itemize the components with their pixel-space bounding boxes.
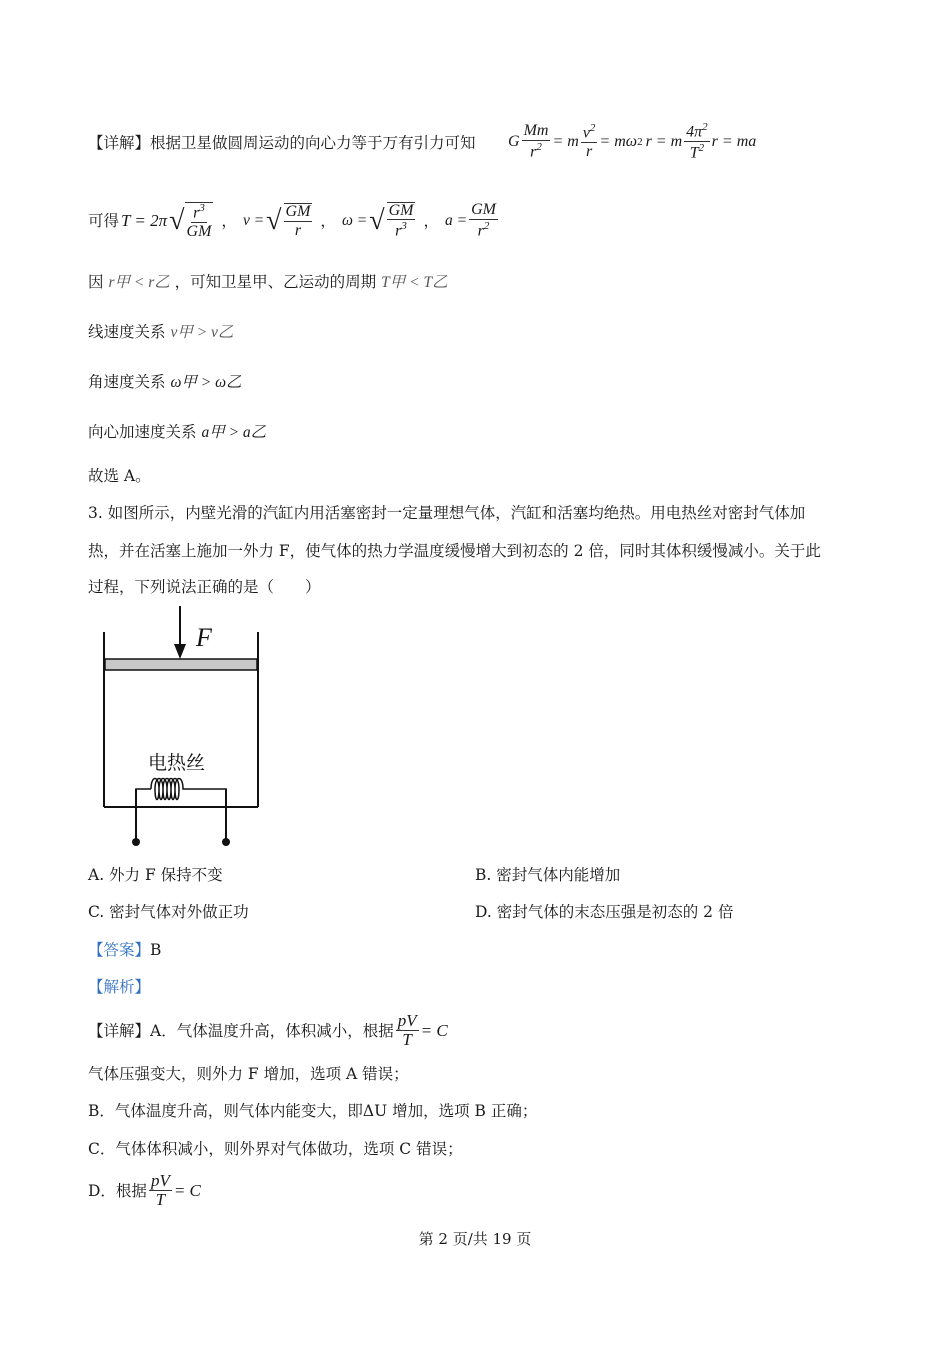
page-footer: 第 2 页/共 19 页: [418, 1230, 532, 1248]
pv2-den: T: [155, 1190, 166, 1210]
frac-pV-T: [396, 1012, 419, 1050]
w-num: GM: [388, 201, 414, 219]
pv-num: pV: [397, 1011, 417, 1031]
solution-line-d: [88, 1168, 201, 1214]
option-b[interactable]: B. 密封气体内能增加: [475, 866, 621, 884]
sup-2: 2: [637, 136, 643, 149]
frac-GM-r: [284, 203, 313, 239]
analysis-label: 【解析】: [88, 978, 151, 996]
question-line-3: 过程，下列说法正确的是（ ）: [88, 578, 321, 596]
option-c[interactable]: C. 密封气体对外做正功: [88, 903, 249, 921]
heater-coil: [136, 779, 226, 800]
den-r: r: [395, 222, 402, 240]
derive-prefix: 可得: [88, 212, 120, 230]
sup-2: 2: [698, 142, 705, 155]
because-prefix: 因: [88, 273, 104, 291]
accel-expr: a甲 > a乙: [201, 424, 267, 441]
because-expr: r甲 < r乙: [108, 274, 170, 291]
solution-d-label: D．根据: [88, 1182, 147, 1200]
frac-num-4pi: [684, 122, 710, 142]
den-r: r: [530, 143, 537, 161]
solution-line-c: C．气体体积减小，则外界对气体做功，选项 C 错误；: [88, 1140, 463, 1158]
frac-den-T: [688, 142, 706, 162]
solution-line-a: [88, 1008, 448, 1054]
option-a[interactable]: A. 外力 F 保持不变: [88, 866, 223, 884]
question-line-1: 3. 如图所示，内壁光滑的汽缸内用活塞密封一定量理想气体，汽缸和活塞均绝热。用电热丝对密封气体加: [88, 504, 806, 522]
v-num: GM: [285, 202, 311, 220]
frac-GM-r2: [469, 202, 498, 240]
sup-3: 3: [401, 220, 407, 233]
sep-1: ，: [221, 212, 237, 230]
pv-eq: = C: [420, 1021, 448, 1040]
linear-label: 线速度关系: [88, 323, 166, 341]
frac-v2-r: [581, 123, 598, 161]
terminal-right: [222, 838, 230, 846]
angular-expr: ω甲 > ω乙: [170, 374, 242, 391]
T-num: [191, 203, 207, 223]
pv-den: T: [402, 1030, 412, 1050]
force-label: F: [196, 623, 212, 652]
frac-pV-T-2: [149, 1172, 172, 1210]
accel-line: [88, 422, 266, 443]
a-num: GM: [471, 201, 496, 219]
frac-Mm-r2: [522, 123, 551, 161]
sqrt-icon: √: [169, 205, 185, 236]
w-lhs: ω =: [341, 212, 368, 229]
sup-2: 2: [483, 219, 490, 232]
sup-2: 2: [536, 140, 542, 153]
terminal-left: [132, 838, 140, 846]
sep-2: ，: [320, 212, 336, 230]
because-tail: T甲 < T乙: [381, 274, 448, 291]
frac-r3-GM: [185, 202, 214, 241]
linear-expr: v甲 > v乙: [170, 324, 234, 341]
pv2-eq: = C: [173, 1181, 201, 1200]
heater-label: 电热丝: [148, 752, 206, 774]
frac-GM-r3: [387, 202, 416, 241]
choose-line: 故选 A。: [88, 467, 151, 485]
frac-4pi2-T2: [684, 122, 710, 162]
sup-3: 3: [199, 201, 205, 214]
frac-num-v: [581, 123, 598, 143]
sqrt-icon: √: [369, 205, 385, 236]
linear-line: [88, 322, 233, 343]
angular-label: 角速度关系: [88, 373, 166, 391]
option-d[interactable]: D. 密封气体的末态压强是初态的 2 倍: [475, 903, 734, 921]
detail-label: 【详解】根据卫星做圆周运动的向心力等于万有引力可知: [88, 134, 476, 152]
num-v: v: [582, 124, 590, 142]
angular-line: [88, 372, 242, 393]
gravity-formula: [508, 122, 756, 162]
answer-label: 【答案】: [88, 941, 151, 959]
answer-value: B: [150, 941, 162, 959]
eq-r-m: r = m: [645, 133, 683, 151]
answer-line: [88, 940, 161, 960]
solution-line-a2: 气体压强变大，则外力 F 增加，选项 A 错误；: [88, 1065, 409, 1083]
frac-den: [528, 141, 544, 161]
sep-3: ，: [423, 212, 439, 230]
cylinder-figure: [96, 604, 268, 850]
solution-detail-label: 【详解】A．气体温度升高，体积减小，根据: [88, 1022, 394, 1040]
T-den: GM: [186, 222, 212, 240]
T-lhs: T = 2π: [121, 211, 168, 230]
w-den: [393, 220, 409, 240]
because-mid: ，可知卫星甲、乙运动的周期: [174, 273, 377, 291]
derive-line: [88, 196, 500, 246]
v-den: r: [294, 221, 302, 239]
num-r: r: [193, 203, 200, 221]
accel-label: 向心加速度关系: [88, 423, 197, 441]
a-lhs: a =: [445, 212, 468, 229]
piston: [105, 659, 257, 670]
eq-mw: = mω: [599, 133, 638, 151]
num-4pi: 4π: [686, 123, 703, 141]
eq-tail: r = ma: [711, 133, 757, 151]
frac-den-r: r: [586, 143, 593, 161]
solution-line-b: B．气体温度升高，则气体内能变大，即ΔU 增加，选项 B 正确；: [88, 1102, 538, 1120]
question-line-2: 热，并在活塞上施加一外力 F，使气体的热力学温度缓慢增大到初态的 2 倍，同时其体积缓慢减小。关于此: [88, 542, 821, 560]
v-lhs: v =: [242, 212, 265, 229]
den-r: r: [477, 222, 484, 240]
sup-2: 2: [589, 122, 596, 135]
eq-m: = m: [552, 133, 579, 151]
sup-2: 2: [702, 121, 708, 133]
because-line: [88, 272, 448, 293]
pv2-num: pV: [150, 1171, 170, 1191]
formula-G: G: [508, 133, 520, 151]
sqrt-icon: √: [266, 205, 282, 236]
frac-num: Mm: [523, 122, 549, 140]
detail-line-1: [88, 133, 476, 153]
force-arrowhead: [174, 644, 186, 659]
den-T: T: [689, 144, 699, 162]
a-den: [476, 220, 492, 240]
